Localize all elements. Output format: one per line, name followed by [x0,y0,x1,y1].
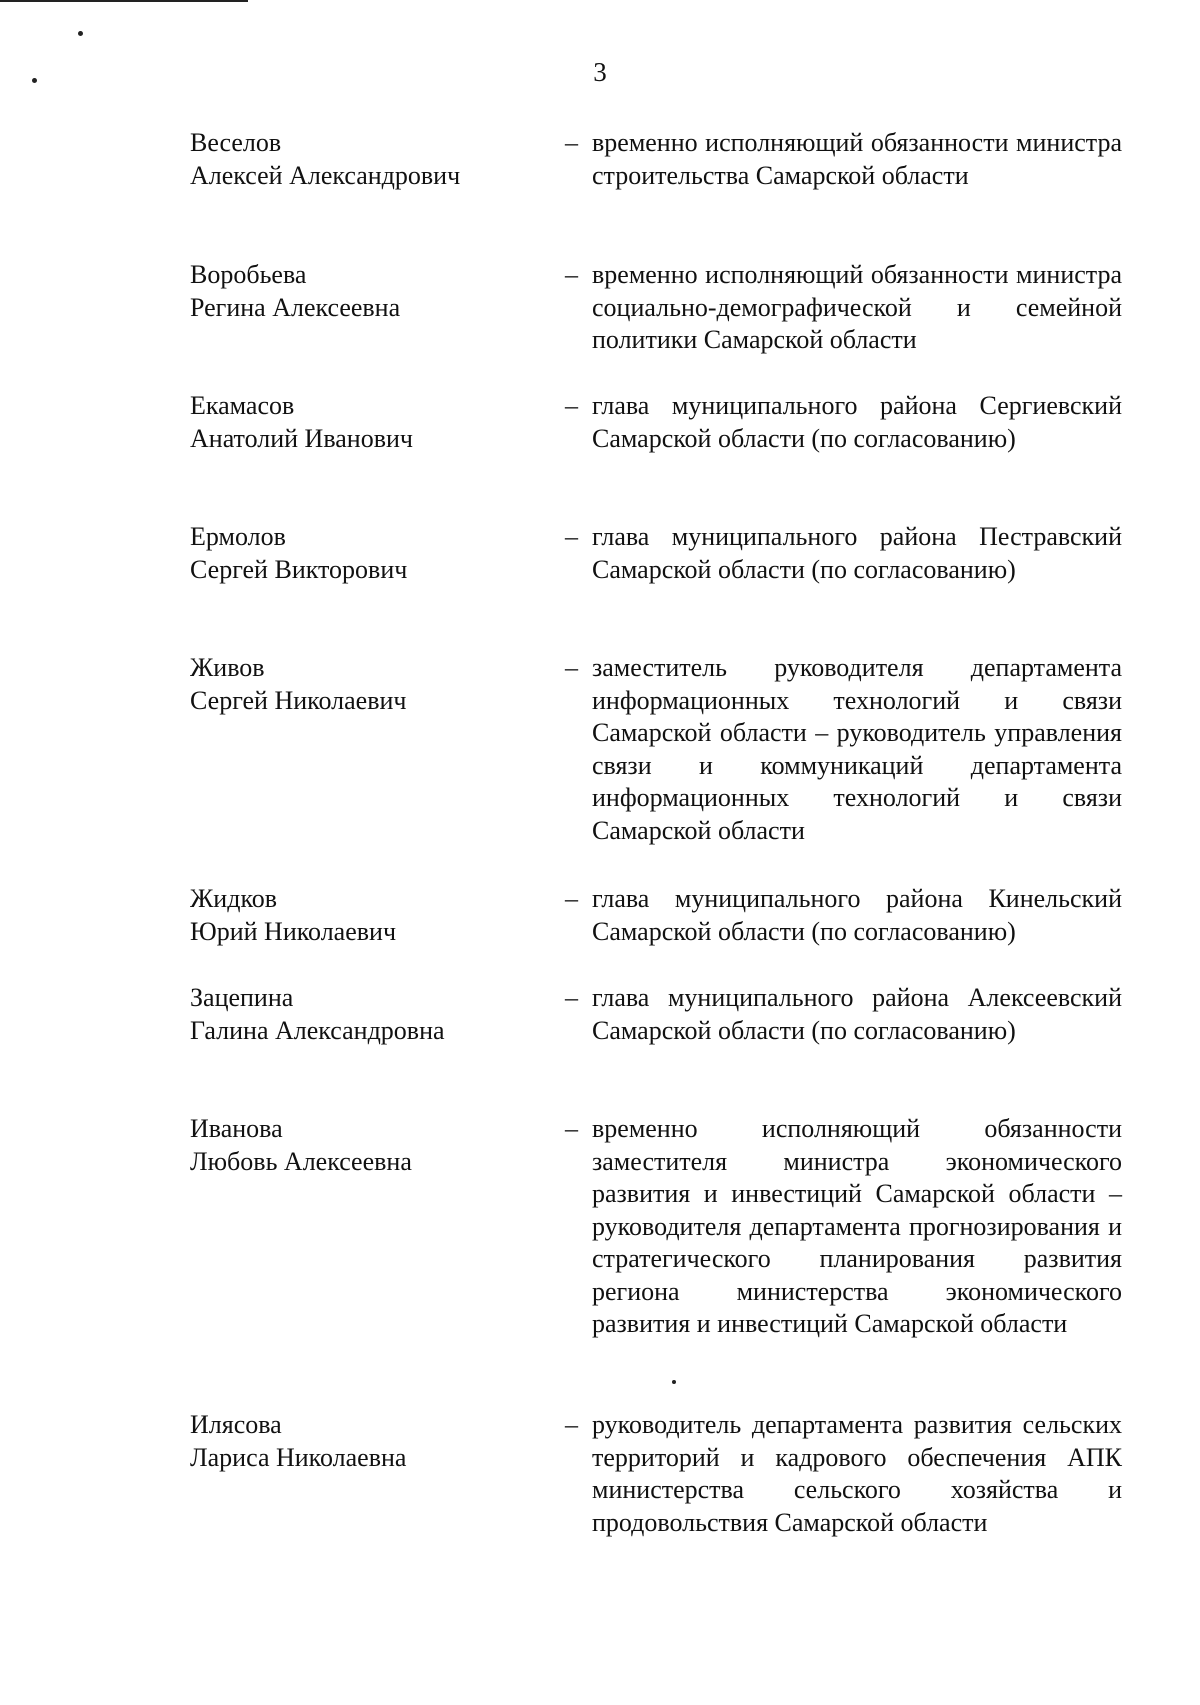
position-description: руководитель департамента развития сельских территорий и кадрового обеспечения АПК министерства сельского хозяйства и продовольствия Самарской области [592,1410,1122,1537]
surname: Жидков [190,884,278,913]
position-description: глава муниципального района Кинельский Самарской области (по согласованию) [592,884,1122,946]
given-name: Лариса Николаевна [190,1442,407,1472]
dash: – [565,391,578,420]
surname: Веселов [190,128,282,157]
surname: Зацепина [190,983,294,1012]
given-name: Сергей Викторович [190,554,408,584]
dash: – [565,884,578,913]
person-name [190,982,520,1047]
surname: Живов [190,653,265,682]
given-name: Любовь Алексеевна [190,1146,412,1176]
position-description: временно исполняющий обязанности заместителя министра экономического развития и инвестиций Самарской области – руководителя департамента прогнозирования и стратегического планирования развития региона министерства экономического развития и инвестиций Самарской области [592,1114,1122,1338]
given-name: Алексей Александрович [190,160,461,190]
surname: Ермолов [190,522,286,551]
position-description: глава муниципального района Алексеевский Самарской области (по согласованию) [592,983,1122,1045]
dash: – [565,260,578,289]
person-name [190,521,520,586]
top-rule [0,0,248,2]
dash: – [565,1114,578,1143]
page-number: 3 [593,57,607,87]
person-name [190,127,520,192]
given-name: Галина Александровна [190,1015,445,1045]
surname: Екамасов [190,391,295,420]
position-description: глава муниципального района Пестравский Самарской области (по согласованию) [592,522,1122,584]
surname: Иванова [190,1114,283,1143]
given-name: Регина Алексеевна [190,292,401,322]
given-name: Анатолий Иванович [190,423,413,453]
position-description: глава муниципального района Сергиевский Самарской области (по согласованию) [592,391,1122,453]
surname: Воробьева [190,260,307,289]
surname: Илясова [190,1410,282,1439]
person-name [190,1113,520,1178]
person-name [190,1409,520,1474]
dash: – [565,983,578,1012]
dash: – [565,128,578,157]
given-name: Сергей Николаевич [190,685,407,715]
scan-speck [672,1380,676,1384]
person-name [190,390,520,455]
scan-speck [78,31,83,36]
dash: – [565,522,578,551]
position-description: временно исполняющий обязанности министра социально-демографической и семейной политики Самарской области [592,260,1122,354]
position-description: временно исполняющий обязанности министра строительства Самарской области [592,128,1122,190]
person-name [190,883,520,948]
person-name [190,652,520,717]
dash: – [565,653,578,682]
dash: – [565,1410,578,1439]
given-name: Юрий Николаевич [190,916,397,946]
position-description: заместитель руководителя департамента информационных технологий и связи Самарской области – руководитель управления связи и коммуникаций департамента информационных технологий и связи Самарской области [592,653,1122,845]
person-name [190,259,520,324]
